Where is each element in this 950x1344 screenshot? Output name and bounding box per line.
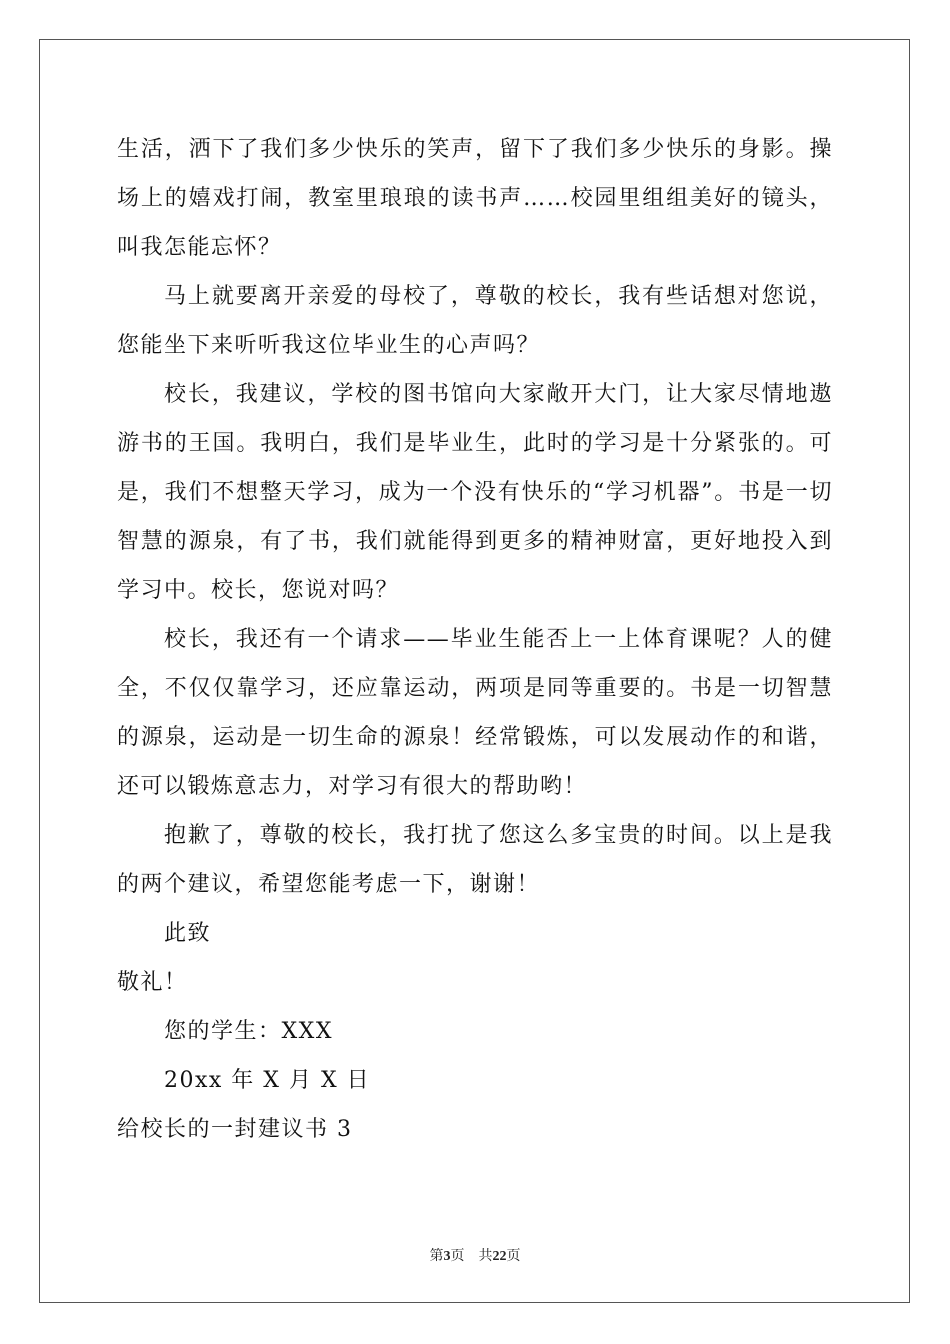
paragraph-5: 抱歉了，尊敬的校长，我打扰了您这么多宝贵的时间。以上是我的两个建议，希望您能考虑一下，谢谢！ [117,823,833,897]
total-prefix: 共 [478,1249,493,1264]
paragraph-1: 生活，洒下了我们多少快乐的笑声，留下了我们多少快乐的身影。操场上的嬉戏打闹，教室里琅琅的读书声……校园里组组美好的镜头，叫我怎能忘怀？ [117,137,833,260]
paragraph-4: 校长，我还有一个请求——毕业生能否上一上体育课呢？人的健全，不仅仅靠学习，还应靠运动，两项是同等重要的。书是一切智慧的源泉，运动是一切生命的源泉！经常锻炼，可以发展动作的和谐，还可以锻炼意志力，对学习有很大的帮助哟！ [117,627,833,799]
page-total: 22 [492,1249,507,1264]
page-footer [0,1245,950,1265]
letter-signature: 您的学生：XXX [164,1019,333,1044]
letter-salute: 敬礼！ [117,970,188,995]
total-suffix: 页 [506,1249,521,1264]
paragraph-3: 校长，我建议，学校的图书馆向大家敞开大门，让大家尽情地遨游书的王国。我明白，我们是毕业生，此时的学习是十分紧张的。可是，我们不想整天学习，成为一个没有快乐的“学习机器”。书是一切智慧的源泉，有了书，我们就能得到更多的精神财富，更好地投入到学习中。校长，您说对吗？ [117,382,833,603]
letter-date: 20xx 年 X 月 X 日 [164,1068,371,1093]
page-current: 3 [443,1249,451,1264]
paragraph-2: 马上就要离开亲爱的母校了，尊敬的校长，我有些话想对您说，您能坐下来听听我这位毕业生的心声吗？ [117,284,833,358]
page-prefix: 第 [429,1249,444,1264]
next-section-title: 给校长的一封建议书 3 [117,1117,353,1142]
letter-closing: 此致 [164,921,212,946]
document-body [117,125,833,1154]
page-suffix: 页 [450,1249,465,1264]
